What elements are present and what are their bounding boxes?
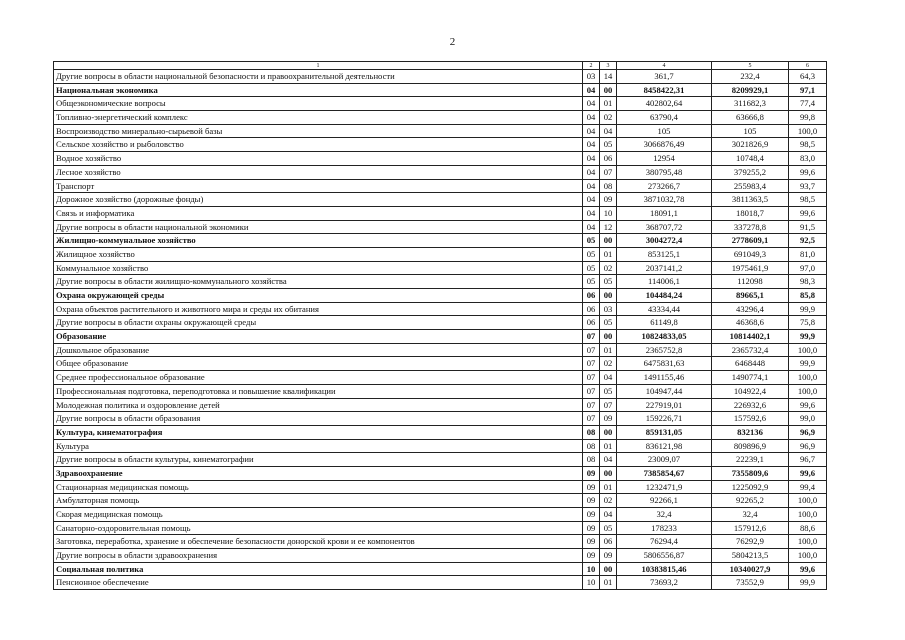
section-code-cell: 04: [583, 83, 600, 97]
section-code-cell: 04: [583, 111, 600, 125]
section-code-cell: 04: [583, 206, 600, 220]
row-name-cell: Образование: [54, 330, 583, 344]
amount-col5-cell: 2365732,4: [712, 343, 789, 357]
row-name-cell: Амбулаторная помощь: [54, 494, 583, 508]
amount-col4-cell: 43334,44: [617, 302, 712, 316]
column-number-header: 3: [600, 62, 617, 70]
row-name-cell: Другие вопросы в области национальной безопасности и правоохранительной деятельности: [54, 70, 583, 84]
section-code-cell: 07: [583, 343, 600, 357]
amount-col5-cell: 226932,6: [712, 398, 789, 412]
percent-cell: 100,0: [789, 343, 827, 357]
amount-col5-cell: 1225092,9: [712, 480, 789, 494]
amount-col5-cell: 8209929,1: [712, 83, 789, 97]
section-code-cell: 04: [583, 97, 600, 111]
subsection-code-cell: 06: [600, 535, 617, 549]
percent-cell: 99,9: [789, 576, 827, 590]
section-total-row: [54, 289, 827, 303]
section-code-cell: 09: [583, 480, 600, 494]
percent-cell: 99,6: [789, 562, 827, 576]
section-code-cell: 09: [583, 466, 600, 480]
section-code-cell: 04: [583, 179, 600, 193]
column-number-row: [54, 62, 827, 70]
percent-cell: 98,5: [789, 138, 827, 152]
amount-col4-cell: 368707,72: [617, 220, 712, 234]
column-number-header: 1: [54, 62, 583, 70]
table-row: [54, 576, 827, 590]
amount-col5-cell: 22239,1: [712, 453, 789, 467]
section-code-cell: 10: [583, 576, 600, 590]
row-name-cell: Здравоохранение: [54, 466, 583, 480]
row-name-cell: Стационарная медицинская помощь: [54, 480, 583, 494]
amount-col4-cell: 61149,8: [617, 316, 712, 330]
section-code-cell: 09: [583, 535, 600, 549]
percent-cell: 98,3: [789, 275, 827, 289]
percent-cell: 99,0: [789, 412, 827, 426]
amount-col4-cell: 10824833,05: [617, 330, 712, 344]
subsection-code-cell: 12: [600, 220, 617, 234]
amount-col4-cell: 3004272,4: [617, 234, 712, 248]
row-name-cell: Культура, кинематография: [54, 425, 583, 439]
amount-col5-cell: 3021826,9: [712, 138, 789, 152]
subsection-code-cell: 01: [600, 343, 617, 357]
section-total-row: [54, 234, 827, 248]
section-code-cell: 08: [583, 439, 600, 453]
table-row: [54, 111, 827, 125]
amount-col4-cell: 114006,1: [617, 275, 712, 289]
section-code-cell: 07: [583, 412, 600, 426]
row-name-cell: Заготовка, переработка, хранение и обеспечение безопасности донорской крови и ее компонентов: [54, 535, 583, 549]
subsection-code-cell: 01: [600, 247, 617, 261]
row-name-cell: Сельское хозяйство и рыболовство: [54, 138, 583, 152]
amount-col4-cell: 8458422,31: [617, 83, 712, 97]
table-row: [54, 357, 827, 371]
table-row: [54, 261, 827, 275]
section-total-row: [54, 330, 827, 344]
percent-cell: 85,8: [789, 289, 827, 303]
table-row: [54, 494, 827, 508]
percent-cell: 99,9: [789, 357, 827, 371]
subsection-code-cell: 14: [600, 70, 617, 84]
amount-col4-cell: 273266,7: [617, 179, 712, 193]
section-code-cell: 05: [583, 275, 600, 289]
subsection-code-cell: 05: [600, 521, 617, 535]
percent-cell: 99,9: [789, 330, 827, 344]
amount-col4-cell: 105: [617, 124, 712, 138]
row-name-cell: Топливно-энергетический комплекс: [54, 111, 583, 125]
amount-col5-cell: 809896,9: [712, 439, 789, 453]
amount-col5-cell: 311682,3: [712, 97, 789, 111]
percent-cell: 100,0: [789, 494, 827, 508]
percent-cell: 81,0: [789, 247, 827, 261]
row-name-cell: Другие вопросы в области культуры, кинематографии: [54, 453, 583, 467]
section-code-cell: 07: [583, 384, 600, 398]
table-row: [54, 521, 827, 535]
section-total-row: [54, 425, 827, 439]
amount-col5-cell: 2778609,1: [712, 234, 789, 248]
row-name-cell: Молодежная политика и оздоровление детей: [54, 398, 583, 412]
section-total-row: [54, 466, 827, 480]
column-number-header: 5: [712, 62, 789, 70]
section-code-cell: 04: [583, 124, 600, 138]
percent-cell: 99,6: [789, 398, 827, 412]
row-name-cell: Пенсионное обеспечение: [54, 576, 583, 590]
subsection-code-cell: 03: [600, 302, 617, 316]
subsection-code-cell: 05: [600, 316, 617, 330]
percent-cell: 64,3: [789, 70, 827, 84]
subsection-code-cell: 00: [600, 83, 617, 97]
column-number-header: 2: [583, 62, 600, 70]
table-row: [54, 70, 827, 84]
amount-col4-cell: 836121,98: [617, 439, 712, 453]
subsection-code-cell: 00: [600, 330, 617, 344]
subsection-code-cell: 01: [600, 97, 617, 111]
row-name-cell: Воспроизводство минерально-сырьевой базы: [54, 124, 583, 138]
percent-cell: 100,0: [789, 384, 827, 398]
row-name-cell: Культура: [54, 439, 583, 453]
percent-cell: 83,0: [789, 152, 827, 166]
subsection-code-cell: 02: [600, 111, 617, 125]
subsection-code-cell: 06: [600, 152, 617, 166]
percent-cell: 99,6: [789, 165, 827, 179]
row-name-cell: Жилищное хозяйство: [54, 247, 583, 261]
subsection-code-cell: 04: [600, 124, 617, 138]
section-code-cell: 03: [583, 70, 600, 84]
subsection-code-cell: 00: [600, 562, 617, 576]
amount-col5-cell: 7355809,6: [712, 466, 789, 480]
row-name-cell: Другие вопросы в области национальной экономики: [54, 220, 583, 234]
subsection-code-cell: 05: [600, 138, 617, 152]
subsection-code-cell: 09: [600, 549, 617, 563]
amount-col5-cell: 832136: [712, 425, 789, 439]
amount-col5-cell: 379255,2: [712, 165, 789, 179]
row-name-cell: Водное хозяйство: [54, 152, 583, 166]
section-code-cell: 06: [583, 289, 600, 303]
section-code-cell: 04: [583, 220, 600, 234]
percent-cell: 98,5: [789, 193, 827, 207]
amount-col5-cell: 6468448: [712, 357, 789, 371]
row-name-cell: Санаторно-оздоровительная помощь: [54, 521, 583, 535]
amount-col5-cell: 255983,4: [712, 179, 789, 193]
row-name-cell: Другие вопросы в области жилищно-коммунального хозяйства: [54, 275, 583, 289]
row-name-cell: Лесное хозяйство: [54, 165, 583, 179]
table-row: [54, 480, 827, 494]
amount-col4-cell: 380795,48: [617, 165, 712, 179]
amount-col4-cell: 7385854,67: [617, 466, 712, 480]
amount-col5-cell: 157912,6: [712, 521, 789, 535]
row-name-cell: Жилищно-коммунальное хозяйство: [54, 234, 583, 248]
amount-col4-cell: 63790,4: [617, 111, 712, 125]
table-row: [54, 453, 827, 467]
amount-col4-cell: 6475831,63: [617, 357, 712, 371]
amount-col5-cell: 89665,1: [712, 289, 789, 303]
table-row: [54, 371, 827, 385]
subsection-code-cell: 00: [600, 425, 617, 439]
subsection-code-cell: 07: [600, 398, 617, 412]
subsection-code-cell: 05: [600, 384, 617, 398]
percent-cell: 100,0: [789, 371, 827, 385]
row-name-cell: Среднее профессиональное образование: [54, 371, 583, 385]
table-row: [54, 138, 827, 152]
percent-cell: 92,5: [789, 234, 827, 248]
subsection-code-cell: 01: [600, 439, 617, 453]
amount-col5-cell: 43296,4: [712, 302, 789, 316]
section-code-cell: 10: [583, 562, 600, 576]
percent-cell: 91,5: [789, 220, 827, 234]
amount-col4-cell: 23009,07: [617, 453, 712, 467]
table-row: [54, 535, 827, 549]
table-row: [54, 439, 827, 453]
amount-col5-cell: 157592,6: [712, 412, 789, 426]
subsection-code-cell: 01: [600, 480, 617, 494]
subsection-code-cell: 00: [600, 466, 617, 480]
percent-cell: 99,9: [789, 302, 827, 316]
amount-col4-cell: 5806556,87: [617, 549, 712, 563]
amount-col4-cell: 361,7: [617, 70, 712, 84]
amount-col4-cell: 76294,4: [617, 535, 712, 549]
section-code-cell: 07: [583, 357, 600, 371]
amount-col5-cell: 10748,4: [712, 152, 789, 166]
percent-cell: 100,0: [789, 508, 827, 522]
row-name-cell: Другие вопросы в области охраны окружающей среды: [54, 316, 583, 330]
section-code-cell: 09: [583, 508, 600, 522]
percent-cell: 99,8: [789, 111, 827, 125]
amount-col4-cell: 2037141,2: [617, 261, 712, 275]
row-name-cell: Дорожное хозяйство (дорожные фонды): [54, 193, 583, 207]
amount-col4-cell: 104947,44: [617, 384, 712, 398]
amount-col5-cell: 76292,9: [712, 535, 789, 549]
section-code-cell: 05: [583, 234, 600, 248]
table-row: [54, 275, 827, 289]
amount-col5-cell: 1975461,9: [712, 261, 789, 275]
row-name-cell: Связь и информатика: [54, 206, 583, 220]
amount-col4-cell: 178233: [617, 521, 712, 535]
page-number: 2: [449, 36, 456, 48]
table-row: [54, 152, 827, 166]
subsection-code-cell: 07: [600, 165, 617, 179]
subsection-code-cell: 02: [600, 261, 617, 275]
subsection-code-cell: 04: [600, 453, 617, 467]
subsection-code-cell: 09: [600, 412, 617, 426]
table-row: [54, 247, 827, 261]
amount-col5-cell: 105: [712, 124, 789, 138]
amount-col4-cell: 3871032,78: [617, 193, 712, 207]
amount-col5-cell: 46368,6: [712, 316, 789, 330]
amount-col5-cell: 104922,4: [712, 384, 789, 398]
amount-col4-cell: 32,4: [617, 508, 712, 522]
section-code-cell: 08: [583, 453, 600, 467]
percent-cell: 97,0: [789, 261, 827, 275]
section-total-row: [54, 83, 827, 97]
subsection-code-cell: 04: [600, 508, 617, 522]
amount-col4-cell: 853125,1: [617, 247, 712, 261]
row-name-cell: Дошкольное образование: [54, 343, 583, 357]
subsection-code-cell: 08: [600, 179, 617, 193]
subsection-code-cell: 02: [600, 494, 617, 508]
amount-col4-cell: 104484,24: [617, 289, 712, 303]
row-name-cell: Скорая медицинская помощь: [54, 508, 583, 522]
row-name-cell: Транспорт: [54, 179, 583, 193]
table-row: [54, 206, 827, 220]
percent-cell: 99,6: [789, 466, 827, 480]
section-code-cell: 05: [583, 247, 600, 261]
percent-cell: 100,0: [789, 549, 827, 563]
percent-cell: 96,9: [789, 425, 827, 439]
percent-cell: 96,9: [789, 439, 827, 453]
subsection-code-cell: 00: [600, 289, 617, 303]
table-row: [54, 316, 827, 330]
section-code-cell: 09: [583, 494, 600, 508]
section-code-cell: 07: [583, 398, 600, 412]
table-row: [54, 302, 827, 316]
amount-col4-cell: 402802,64: [617, 97, 712, 111]
amount-col5-cell: 92265,2: [712, 494, 789, 508]
row-name-cell: Общеэкономические вопросы: [54, 97, 583, 111]
amount-col5-cell: 3811363,5: [712, 193, 789, 207]
section-code-cell: 07: [583, 330, 600, 344]
subsection-code-cell: 02: [600, 357, 617, 371]
percent-cell: 77,4: [789, 97, 827, 111]
table-row: [54, 97, 827, 111]
amount-col4-cell: 18091,1: [617, 206, 712, 220]
row-name-cell: Другие вопросы в области образования: [54, 412, 583, 426]
section-code-cell: 08: [583, 425, 600, 439]
percent-cell: 88,6: [789, 521, 827, 535]
section-code-cell: 04: [583, 152, 600, 166]
percent-cell: 96,7: [789, 453, 827, 467]
section-code-cell: 09: [583, 521, 600, 535]
row-name-cell: Профессиональная подготовка, переподготовка и повышение квалификации: [54, 384, 583, 398]
percent-cell: 93,7: [789, 179, 827, 193]
amount-col5-cell: 63666,8: [712, 111, 789, 125]
amount-col4-cell: 1491155,46: [617, 371, 712, 385]
section-code-cell: 05: [583, 261, 600, 275]
amount-col4-cell: 12954: [617, 152, 712, 166]
amount-col4-cell: 159226,71: [617, 412, 712, 426]
section-total-row: [54, 562, 827, 576]
percent-cell: 100,0: [789, 124, 827, 138]
column-number-header: 4: [617, 62, 712, 70]
row-name-cell: Социальная политика: [54, 562, 583, 576]
amount-col4-cell: 3066876,49: [617, 138, 712, 152]
section-code-cell: 07: [583, 371, 600, 385]
percent-cell: 99,4: [789, 480, 827, 494]
row-name-cell: Общее образование: [54, 357, 583, 371]
table-row: [54, 384, 827, 398]
row-name-cell: Национальная экономика: [54, 83, 583, 97]
amount-col5-cell: 1490774,1: [712, 371, 789, 385]
percent-cell: 99,6: [789, 206, 827, 220]
table-row: [54, 343, 827, 357]
amount-col5-cell: 18018,7: [712, 206, 789, 220]
budget-table: [53, 61, 827, 590]
percent-cell: 97,1: [789, 83, 827, 97]
table-row: [54, 179, 827, 193]
amount-col5-cell: 10814402,1: [712, 330, 789, 344]
table-row: [54, 412, 827, 426]
row-name-cell: Охрана окружающей среды: [54, 289, 583, 303]
section-code-cell: 09: [583, 549, 600, 563]
table-row: [54, 220, 827, 234]
table-row: [54, 549, 827, 563]
amount-col4-cell: 2365752,8: [617, 343, 712, 357]
section-code-cell: 04: [583, 193, 600, 207]
amount-col5-cell: 691049,3: [712, 247, 789, 261]
row-name-cell: Другие вопросы в области здравоохранения: [54, 549, 583, 563]
section-code-cell: 04: [583, 165, 600, 179]
table-row: [54, 508, 827, 522]
row-name-cell: Коммунальное хозяйство: [54, 261, 583, 275]
table-row: [54, 398, 827, 412]
section-code-cell: 06: [583, 316, 600, 330]
subsection-code-cell: 09: [600, 193, 617, 207]
table-row: [54, 124, 827, 138]
table-row: [54, 193, 827, 207]
amount-col4-cell: 73693,2: [617, 576, 712, 590]
subsection-code-cell: 04: [600, 371, 617, 385]
amount-col5-cell: 32,4: [712, 508, 789, 522]
amount-col5-cell: 10340027,9: [712, 562, 789, 576]
amount-col4-cell: 1232471,9: [617, 480, 712, 494]
amount-col5-cell: 73552,9: [712, 576, 789, 590]
column-number-header: 6: [789, 62, 827, 70]
amount-col5-cell: 5804213,5: [712, 549, 789, 563]
amount-col4-cell: 92266,1: [617, 494, 712, 508]
subsection-code-cell: 10: [600, 206, 617, 220]
row-name-cell: Охрана объектов растительного и животного мира и среды их обитания: [54, 302, 583, 316]
subsection-code-cell: 00: [600, 234, 617, 248]
table-row: [54, 165, 827, 179]
amount-col4-cell: 10383815,46: [617, 562, 712, 576]
percent-cell: 100,0: [789, 535, 827, 549]
amount-col4-cell: 859131,05: [617, 425, 712, 439]
percent-cell: 75,8: [789, 316, 827, 330]
subsection-code-cell: 05: [600, 275, 617, 289]
amount-col5-cell: 232,4: [712, 70, 789, 84]
section-code-cell: 06: [583, 302, 600, 316]
section-code-cell: 04: [583, 138, 600, 152]
amount-col4-cell: 227919,01: [617, 398, 712, 412]
amount-col5-cell: 337278,8: [712, 220, 789, 234]
amount-col5-cell: 112098: [712, 275, 789, 289]
subsection-code-cell: 01: [600, 576, 617, 590]
